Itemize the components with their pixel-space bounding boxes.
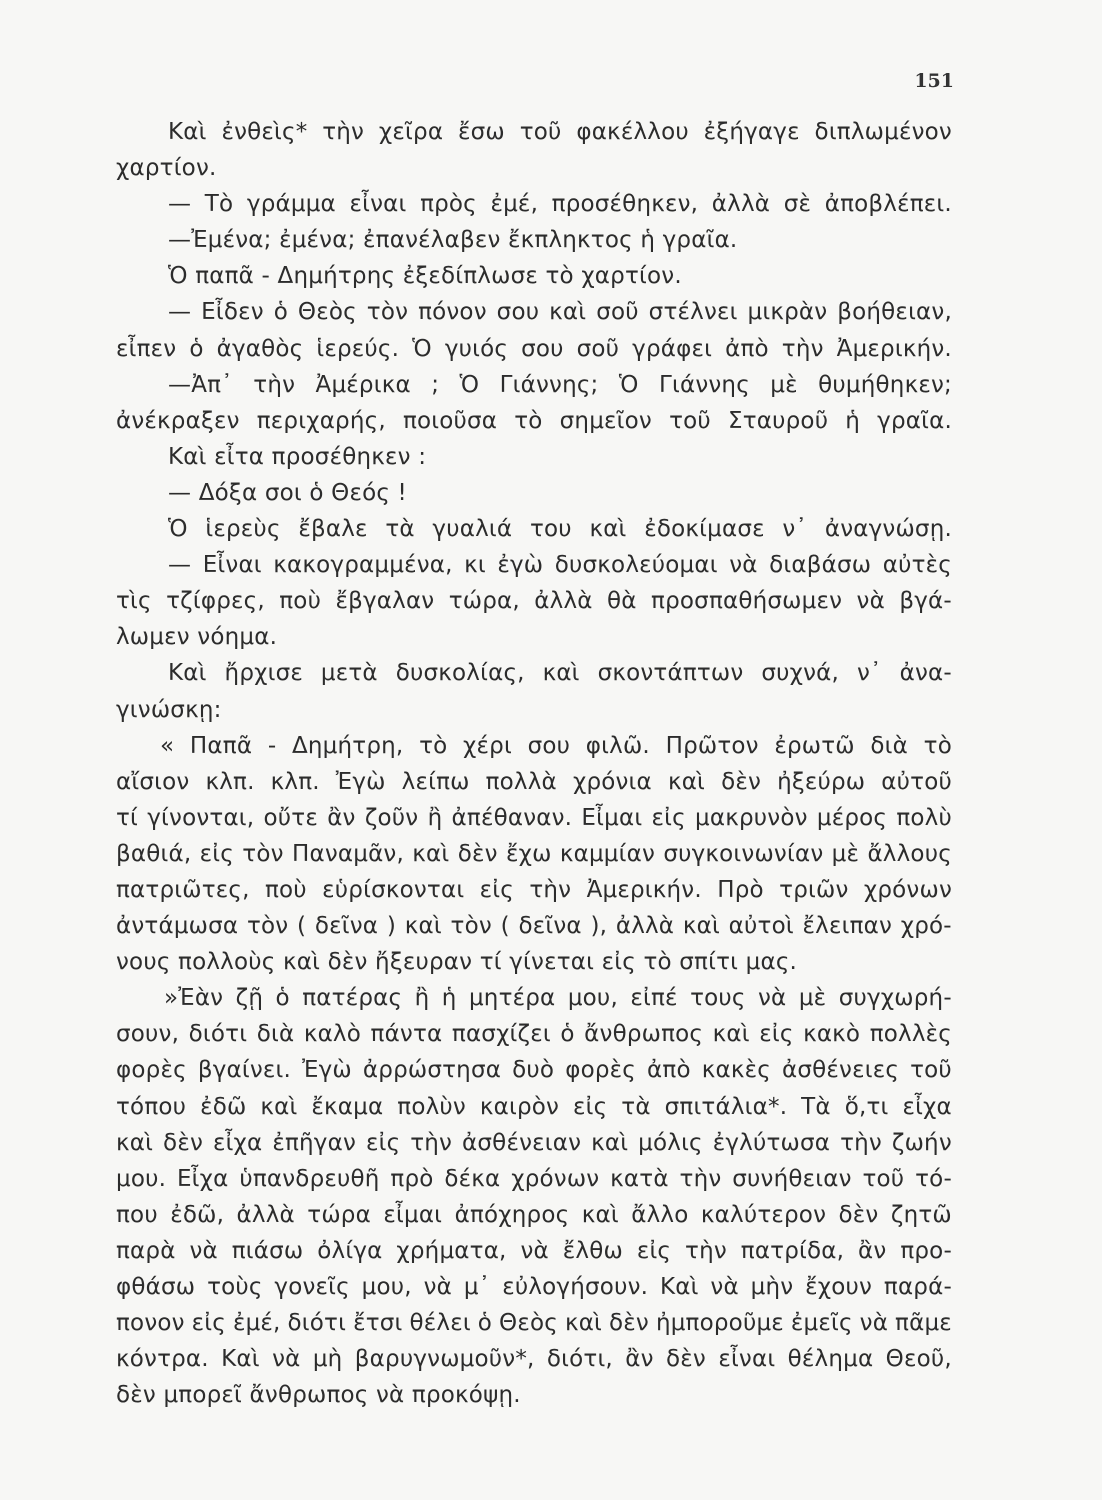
text-line: — Τὸ γράμμα εἶναι πρὸς ἐμέ, προσέθηκεν, ἀλλὰ σὲ ἀποβλέπει.	[168, 191, 952, 218]
text-line: εἶπεν ὁ ἀγαθὸς ἱερεύς. Ὁ γυιός σου σοῦ γράφει ἀπὸ τὴν Ἀμερικήν.	[116, 335, 952, 362]
text-line: νους πολλοὺς καὶ δὲν ἤξευραν τί γίνεται εἰς τὸ σπίτι μας.	[116, 949, 798, 976]
text-line: φθάσω τοὺς γονεῖς μου, νὰ μ᾽ εὐλογήσουν. Καὶ νὰ μὴν ἔχουν παρά-	[116, 1274, 952, 1300]
text-line: δὲν μπορεῖ ἄνθρωπος νὰ προκόψῃ.	[116, 1382, 521, 1409]
text-line: παρὰ νὰ πιάσω ὀλίγα χρήματα, νὰ ἔλθω εἰς τὴν πατρίδα, ἂν προ-	[116, 1237, 952, 1264]
text-line: Καὶ ἤρχισε μετὰ δυσκολίας, καὶ σκοντάπτων συχνά, ν᾽ ἀνα-	[168, 660, 952, 687]
text-line: Ὁ ἱερεὺς ἔβαλε τὰ γυαλιά του καὶ ἐδοκίμασε ν᾽ ἀναγνώσῃ.	[168, 516, 952, 543]
body-text	[116, 114, 952, 1413]
text-line: — Εἶδεν ὁ Θεὸς τὸν πόνον σου καὶ σοῦ στέλνει μικρὰν βοήθειαν,	[168, 299, 952, 326]
text-line: χαρτίον.	[116, 155, 217, 182]
text-line: ἀντάμωσα τὸν ( δεῖνα ) καὶ τὸν ( δεῖνα ), ἀλλὰ καὶ αὐτοὶ ἔλειπαν χρό-	[116, 913, 952, 940]
text-line: — Δόξα σοι ὁ Θεός !	[168, 479, 407, 506]
text-line: γινώσκῃ:	[116, 696, 222, 723]
text-line: αἴσιον κλπ. κλπ. Ἐγὼ λείπω πολλὰ χρόνια καὶ δὲν ἠξεύρω αὐτοῦ	[116, 768, 952, 795]
text-line: —Ἐμένα; ἐμένα; ἐπανέλαβεν ἔκπληκτος ἡ γραῖα.	[168, 227, 738, 254]
page-number: 151	[914, 70, 954, 92]
text-line: ἀνέκραξεν περιχαρής, ποιοῦσα τὸ σημεῖον τοῦ Σταυροῦ ἡ γραῖα.	[116, 407, 952, 434]
text-line: κόντρα. Καὶ νὰ μὴ βαρυγνωμοῦν*, διότι, ἂν δὲν εἶναι θέλημα Θεοῦ,	[116, 1346, 952, 1373]
text-line: πονον εἰς ἐμέ, διότι ἔτσι θέλει ὁ Θεὸς καὶ δὲν ἠμποροῦμε ἐμεῖς νὰ πᾶμε	[116, 1310, 952, 1337]
text-line: που ἐδῶ, ἀλλὰ τώρα εἶμαι ἀπόχηρος καὶ ἄλλο καλύτερον δὲν ζητῶ	[116, 1201, 952, 1228]
text-line: Καὶ ἐνθεὶς* τὴν χεῖρα ἔσω τοῦ φακέλλου ἐξήγαγε διπλωμένον	[168, 119, 952, 145]
text-line: πατριῶτες, ποὺ εὑρίσκονται εἰς τὴν Ἀμερικήν. Πρὸ τριῶν χρόνων	[116, 876, 952, 903]
text-line: τόπου ἐδῶ καὶ ἔκαμα πολὺν καιρὸν εἰς τὰ σπιτάλια*. Τὰ ὅ,τι εἶχα	[116, 1093, 952, 1120]
text-line: σουν, διότι διὰ καλὸ πάντα πασχίζει ὁ ἄνθρωπος καὶ εἰς κακὸ πολλὲς	[116, 1021, 952, 1048]
text-line: τί γίνονται, οὔτε ἂν ζοῦν ἢ ἀπέθαναν. Εἶμαι εἰς μακρυνὸν μέρος πολὺ	[116, 804, 952, 831]
text-line: « Παπᾶ - Δημήτρη, τὸ χέρι σου φιλῶ. Πρῶτον ἐρωτῶ διὰ τὸ	[160, 732, 952, 759]
text-line: καὶ δὲν εἶχα ἐπῆγαν εἰς τὴν ἀσθένειαν καὶ μόλις ἐγλύτωσα τὴν ζωήν	[116, 1129, 952, 1156]
text-line: μου. Εἶχα ὑπανδρευθῆ πρὸ δέκα χρόνων κατὰ τὴν συνήθειαν τοῦ τό-	[116, 1165, 952, 1192]
text-line: τὶς τζίφρες, ποὺ ἔβγαλαν τώρα, ἀλλὰ θὰ προσπαθήσωμεν νὰ βγά-	[116, 588, 952, 615]
text-line: Ὁ παπᾶ - Δημήτρης ἐξεδίπλωσε τὸ χαρτίον.	[168, 263, 682, 290]
text-line: βαθιά, εἰς τὸν Παναμᾶν, καὶ δὲν ἔχω καμμίαν συγκοινωνίαν μὲ ἄλλους	[116, 840, 952, 867]
text-line: — Εἶναι κακογραμμένα, κι ἐγὼ δυσκολεύομαι νὰ διαβάσω αὐτὲς	[168, 552, 952, 579]
text-line: φορὲς βγαίνει. Ἐγὼ ἀρρώστησα δυὸ φορὲς ἀπὸ κακὲς ἀσθένειες τοῦ	[116, 1057, 952, 1084]
text-line: —Ἀπ᾽ τὴν Ἀμέρικα ; Ὁ Γιάννης; Ὁ Γιάννης μὲ θυμήθηκεν;	[168, 371, 952, 398]
text-line: Καὶ εἶτα προσέθηκεν :	[168, 443, 427, 470]
text-line: λωμεν νόημα.	[116, 624, 278, 651]
text-line: »Ἐὰν ζῇ ὁ πατέρας ἢ ἡ μητέρα μου, εἰπέ τους νὰ μὲ συγχωρή-	[164, 985, 952, 1012]
